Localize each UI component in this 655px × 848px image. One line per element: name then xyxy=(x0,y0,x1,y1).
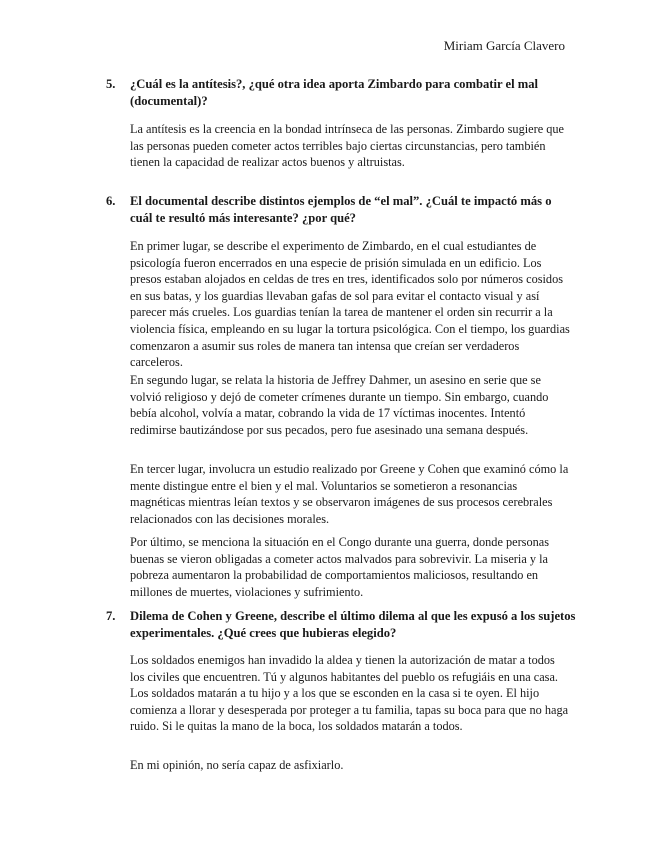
answer-paragraph: En primer lugar, se describe el experimento de Zimbardo, en el cual estudiantes de psicología fueron encerrados en una especie de prisión simulada en un edificio. Los presos estaban alojados en celdas de tres en tres, identificados solo por números cosidos en sus batas, y los guardias llevaban gafas de sol para evitar el contacto visual y así parecer más crueles. Los guardias tenían la tarea de mantener el orden sin recurrir a la violencia física, empleando en su lugar la tortura psicológica. Con el tiempo, los guardias comenzaron a asumir sus roles de manera tan intensa que creían ser verdaderos carceleros. xyxy=(130,239,570,370)
question-number: 6. xyxy=(106,194,116,208)
answer-paragraph: Por último, se menciona la situación en el Congo durante una guerra, donde personas buenas se vieron obligadas a cometer actos malvados para sobrevivir. La miseria y la pobreza aumentaron la probabilidad de comportamientos maliciosos, resultando en millones de muertes, violaciones y sufrimiento. xyxy=(130,535,550,599)
answer-paragraph: La antítesis es la creencia en la bondad intrínseca de las personas. Zimbardo sugiere que las personas pueden cometer actos terribles bajo ciertas circunstancias, pero también tienen la capacidad de realizar actos buenos y altruistas. xyxy=(130,122,564,170)
answer-paragraph: En segundo lugar, se relata la historia de Jeffrey Dahmer, un asesino en serie que se volvió religioso y dejó de cometer crímenes durante un tiempo. Sin embargo, cuando bebía alcohol, volvía a matar, cobrando la vida de 17 víctimas inocentes. Intentó redimirse bautizándose por sus pecados, pero fue asesinado una semana después. xyxy=(130,373,549,437)
question-number: 5. xyxy=(106,77,116,91)
question-text: Dilema de Cohen y Greene, describe el último dilema al que les expusó a los sujetos experimentales. ¿Qué crees que hubieras elegido? xyxy=(130,609,576,640)
answer-paragraph: En tercer lugar, involucra un estudio realizado por Greene y Cohen que examinó cómo la mente distingue entre el bien y el mal. Voluntarios se sometieron a resonancias magnéticas mientras leían textos y se observaron imágenes de sus procesos cerebrales relacionados con las decisiones morales. xyxy=(130,462,569,526)
question-text: El documental describe distintos ejemplos de “el mal”. ¿Cuál te impactó más o cuál te resultó más interesante? ¿por qué? xyxy=(130,194,552,225)
answer-paragraph: Los soldados enemigos han invadido la aldea y tienen la autorización de matar a todos los civiles que encuentren. Tú y algunos habitantes del pueblo os refugiáis en una casa. Los soldados matarán a tu hijo y a los que se esconden en la casa si te oyen. El hijo comienza a llorar y desesperada por proteger a tu familia, tapas su boca para que no haga ruido. Si le quitas la mano de la boca, los soldados matarán a todos. xyxy=(130,653,569,734)
question-7 xyxy=(106,608,576,641)
question-6 xyxy=(106,193,576,226)
question-text: ¿Cuál es la antítesis?, ¿qué otra idea aporta Zimbardo para combatir el mal (documental)? xyxy=(130,77,538,108)
answer-paragraph: En mi opinión, no sería capaz de asfixiarlo. xyxy=(130,758,344,772)
header-author: Miriam García Clavero xyxy=(443,38,565,53)
question-number: 7. xyxy=(106,609,116,623)
question-5 xyxy=(106,76,576,109)
